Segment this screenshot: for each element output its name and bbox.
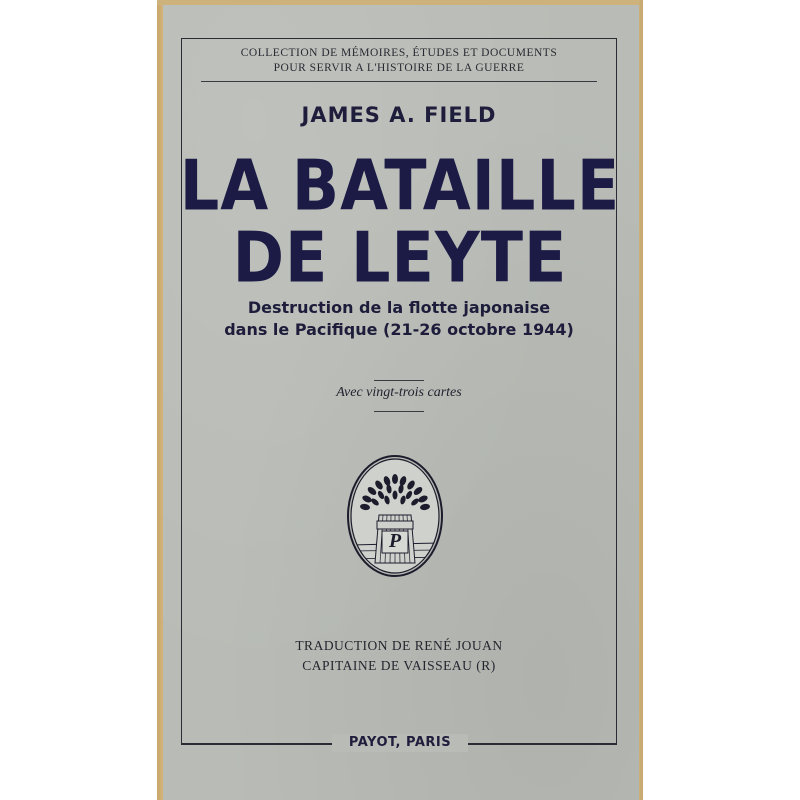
emblem-monogram: P bbox=[388, 530, 402, 552]
translator-line-2: CAPITAINE DE VAISSEAU (R) bbox=[302, 658, 496, 673]
series-divider bbox=[201, 81, 597, 82]
book-cover bbox=[157, 0, 643, 800]
translator-line-1: TRADUCTION DE RENÉ JOUAN bbox=[295, 638, 503, 653]
publisher-name: PAYOT, PARIS bbox=[332, 734, 468, 752]
cover-top-edge bbox=[157, 0, 643, 5]
publisher-rule-left bbox=[181, 743, 341, 745]
author-name: JAMES A. FIELD bbox=[301, 103, 497, 127]
publisher-rule-right bbox=[459, 743, 617, 745]
note-bottom-rule bbox=[374, 411, 424, 412]
note-top-rule bbox=[374, 380, 424, 381]
book-title-line-2: DE LEYTE bbox=[232, 216, 568, 299]
series-line-1: COLLECTION DE MÉMOIRES, ÉTUDES ET DOCUMENTS bbox=[240, 47, 558, 59]
book-title-line-1: LA BATAILLE bbox=[179, 144, 621, 227]
cover-right-edge bbox=[639, 0, 643, 800]
cover-left-edge bbox=[157, 0, 163, 800]
book-subtitle bbox=[181, 297, 617, 341]
subtitle-line-2: dans le Pacifique (21-26 octobre 1944) bbox=[224, 320, 574, 339]
wheat-sheaf-emblem-icon bbox=[345, 455, 445, 577]
series-line-2: POUR SERVIR A L'HISTOIRE DE LA GUERRE bbox=[273, 62, 525, 74]
translator-credit bbox=[181, 636, 617, 676]
subtitle-line-1: Destruction de la flotte japonaise bbox=[247, 298, 551, 317]
maps-note: Avec vingt-trois cartes bbox=[336, 385, 462, 400]
series-title bbox=[181, 46, 617, 76]
